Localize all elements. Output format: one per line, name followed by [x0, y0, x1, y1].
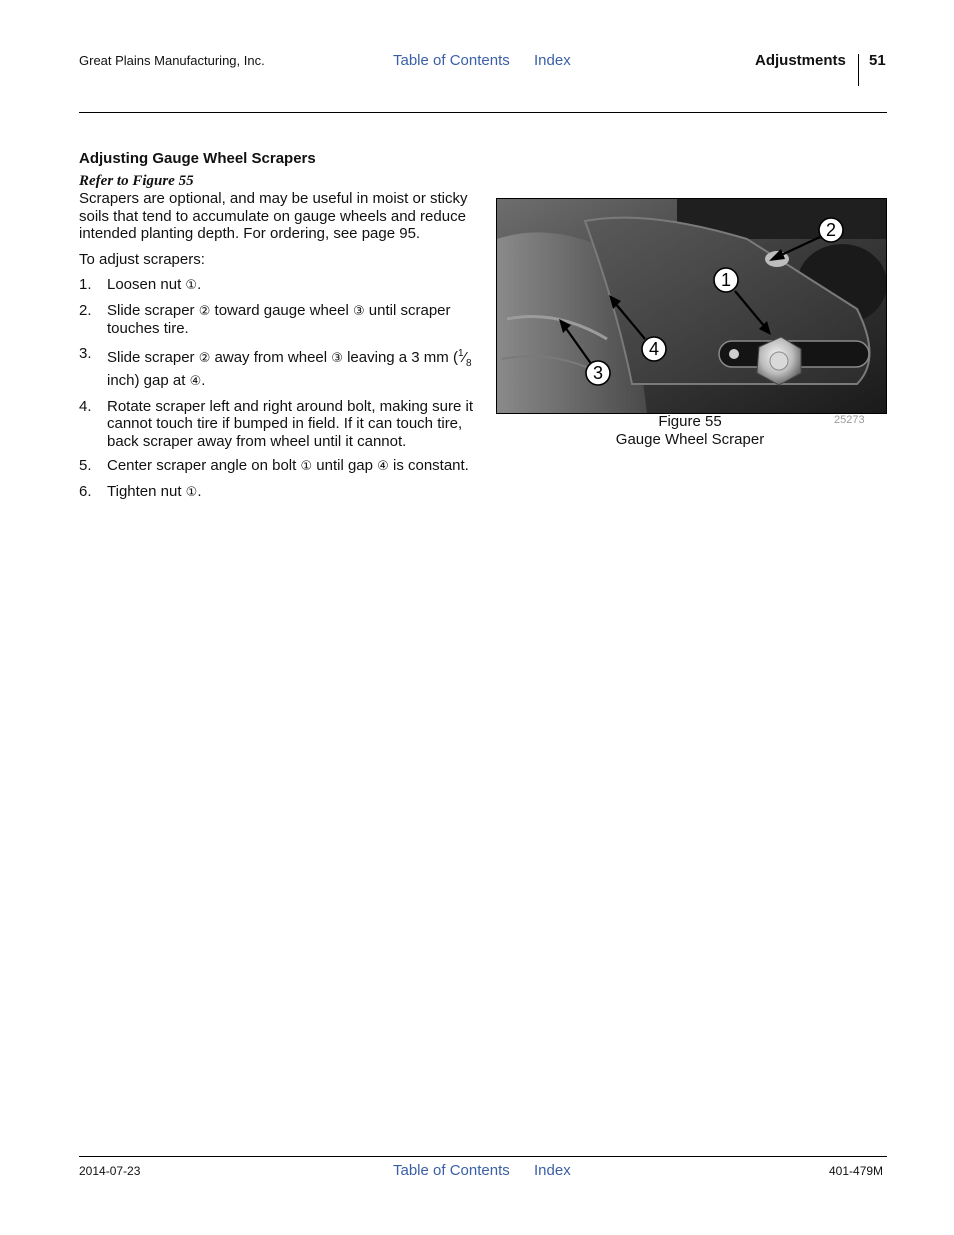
- fraction-numerator: 1: [457, 347, 464, 359]
- step-text: Rotate scraper left and right around bolt, making sure it cannot touch tire if bumped in field. If it can touch tire, back scraper away from wheel until it cannot.: [107, 397, 474, 450]
- footer-index-link[interactable]: Index: [534, 1162, 571, 1179]
- step-text: Slide scraper: [107, 301, 199, 319]
- step-item: [79, 276, 474, 295]
- step-text: inch) gap at: [107, 372, 190, 389]
- image-id: 25273: [834, 414, 865, 426]
- callout-2: 2: [825, 220, 837, 240]
- step-text: .: [197, 276, 202, 293]
- fraction: $^1⁄_8$: [457, 347, 472, 369]
- instructions-column: [79, 150, 474, 508]
- step-number: 3.: [79, 344, 92, 362]
- step-item: [79, 483, 474, 502]
- step-text: .: [197, 482, 202, 500]
- step-text: leaving a 3 mm (: [342, 348, 458, 366]
- step-number: 1.: [79, 276, 92, 293]
- step-item: [79, 302, 474, 338]
- fraction-denominator: 8: [466, 357, 472, 369]
- figure-number: Figure 55: [658, 413, 722, 430]
- callout-ref: ③: [352, 303, 365, 319]
- footer-toc-link[interactable]: Table of Contents: [393, 1162, 510, 1179]
- company-name: Great Plains Manufacturing, Inc.: [79, 53, 265, 68]
- callout-ref: ②: [198, 303, 211, 319]
- callout-ref: ①: [300, 459, 313, 474]
- photo-illustration: [497, 199, 886, 413]
- step-text: until scraper touches tire.: [107, 301, 451, 337]
- gauge-wheel-scraper-photo: [496, 198, 887, 414]
- step-text: toward gauge wheel: [210, 301, 353, 319]
- callout-3: 3: [592, 363, 604, 383]
- step-text: until gap: [312, 457, 378, 474]
- footer-rule: [79, 1156, 887, 1157]
- callout-ref: ①: [185, 278, 198, 293]
- section-heading: Adjusting Gauge Wheel Scrapers: [79, 150, 316, 167]
- step-number: 2.: [79, 301, 92, 319]
- page-number: 51: [869, 52, 886, 69]
- callout-ref: ④: [189, 374, 202, 389]
- step-text: Loosen nut: [107, 276, 186, 293]
- step-number: 4.: [79, 397, 92, 415]
- callout-ref: ④: [377, 459, 389, 474]
- figure-caption: [560, 413, 820, 449]
- callout-ref: ②: [198, 350, 211, 366]
- step-text: Center scraper angle on bolt: [107, 457, 301, 474]
- header-rule: [79, 112, 887, 113]
- step-item: [79, 398, 474, 451]
- step-item: [79, 457, 474, 476]
- footer-date: 2014-07-23: [79, 1164, 141, 1178]
- step-number: 5.: [79, 457, 92, 474]
- step-text: Tighten nut: [107, 482, 186, 500]
- document-number: 401-479M: [829, 1164, 884, 1178]
- callout-ref: ③: [331, 350, 343, 366]
- callout-ref: ①: [185, 484, 198, 500]
- header-divider: [858, 54, 859, 86]
- header-index-link[interactable]: Index: [534, 52, 571, 69]
- callout-1: 1: [720, 270, 732, 290]
- callout-4: 4: [648, 339, 660, 359]
- step-number: 6.: [79, 482, 92, 500]
- adjust-lead-in: To adjust scrapers:: [79, 250, 205, 268]
- figure-title: Gauge Wheel Scraper: [615, 431, 765, 448]
- step-item: [79, 345, 474, 391]
- step-text: away from wheel: [210, 348, 332, 366]
- step-text: .: [201, 372, 206, 389]
- figure-reference: Refer to Figure 55: [79, 172, 194, 189]
- step-text: is constant.: [388, 457, 469, 474]
- section-title: Adjustments: [755, 52, 846, 69]
- intro-paragraph: Scrapers are optional, and may be useful in moist or sticky soils that tend to accumulate on gauge wheels and reduce intended planting depth. For ordering, see page 95.: [79, 190, 468, 242]
- header-toc-link[interactable]: Table of Contents: [393, 52, 510, 69]
- step-text: Slide scraper: [107, 348, 199, 366]
- steps-list: [79, 276, 474, 501]
